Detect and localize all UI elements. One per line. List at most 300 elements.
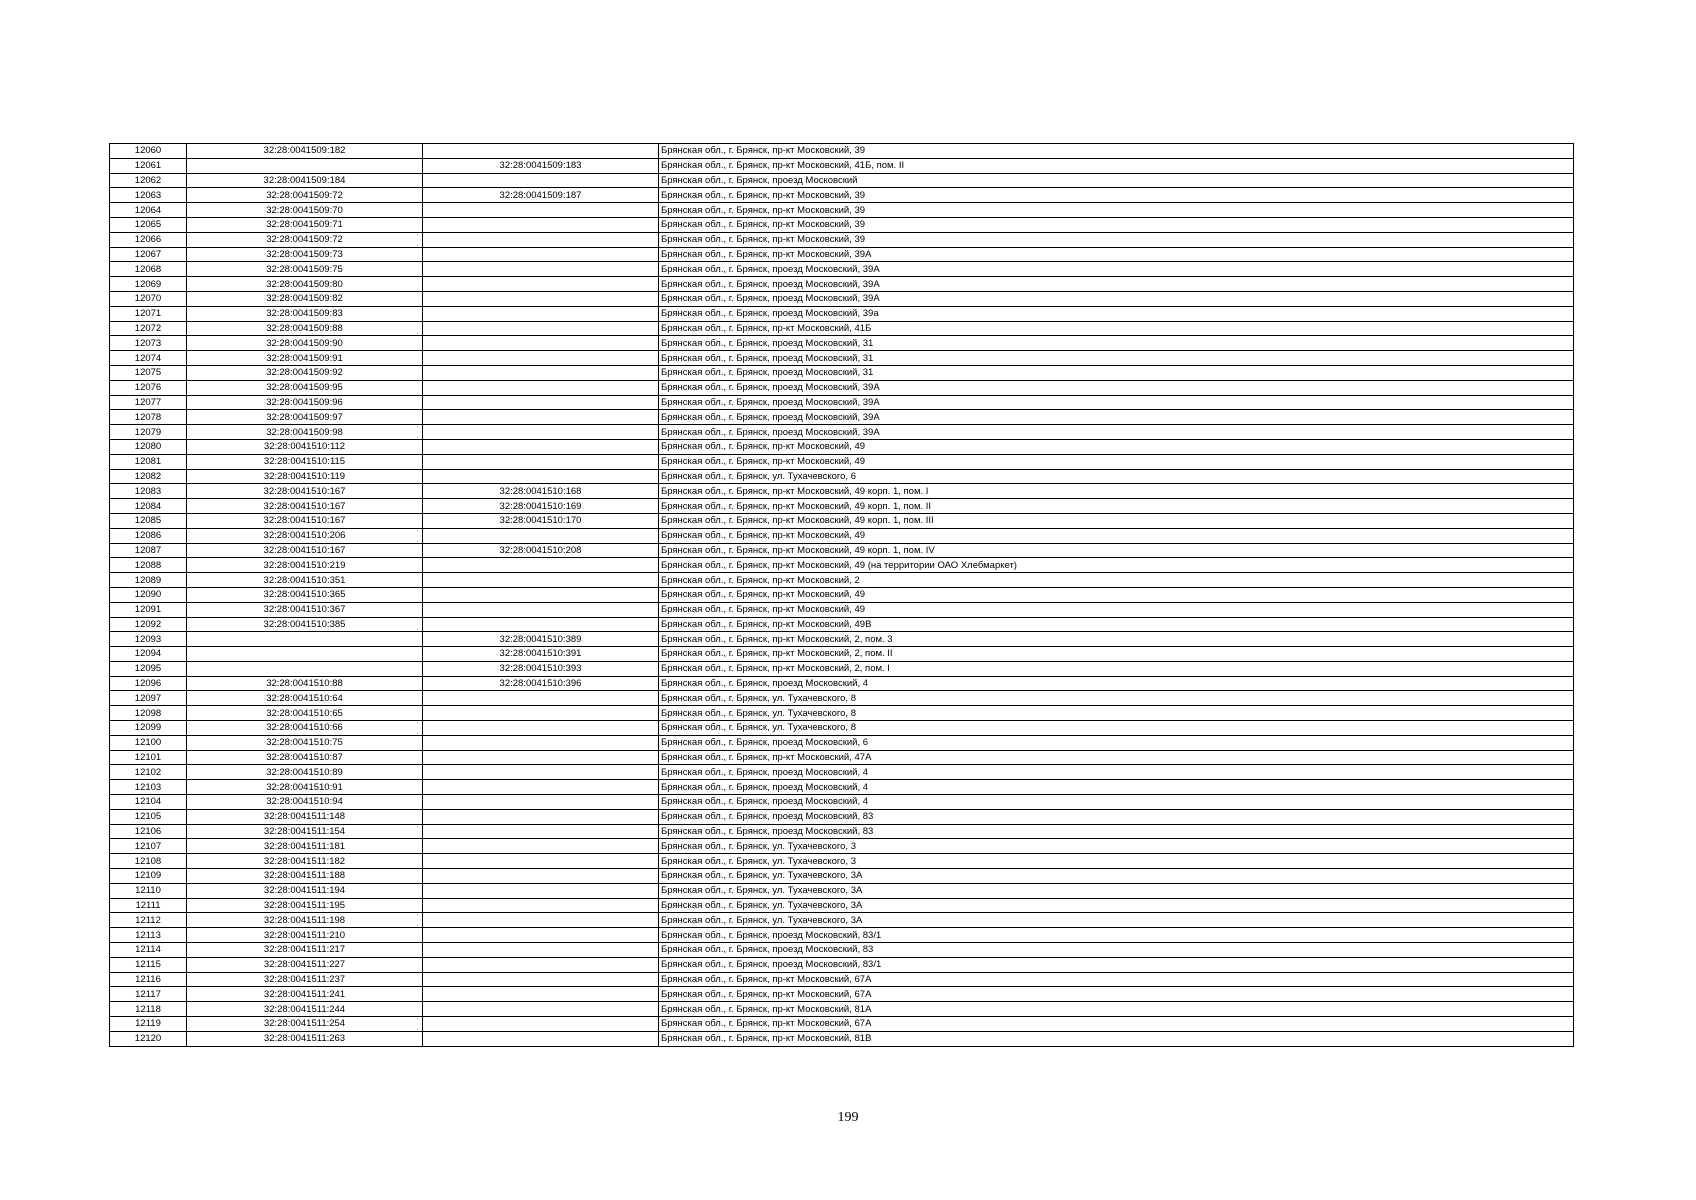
row-number-cell: 12079 — [110, 425, 187, 440]
parcel-number-cell: 32:28:0041509:82 — [187, 291, 423, 306]
parcel-number-cell: 32:28:0041510:75 — [187, 735, 423, 750]
row-number-cell: 12092 — [110, 617, 187, 632]
row-number-cell: 12095 — [110, 661, 187, 676]
row-number-cell: 12102 — [110, 765, 187, 780]
object-number-cell — [423, 173, 659, 188]
parcel-number-cell: 32:28:0041510:167 — [187, 543, 423, 558]
row-number-cell: 12107 — [110, 839, 187, 854]
object-number-cell — [423, 1017, 659, 1032]
table-row — [110, 809, 1574, 824]
object-number-cell — [423, 883, 659, 898]
table-row — [110, 365, 1574, 380]
table-row — [110, 691, 1574, 706]
address-cell: Брянская обл., г. Брянск, ул. Тухачевского, 3 — [659, 839, 1574, 854]
parcel-number-cell: 32:28:0041510:167 — [187, 499, 423, 514]
object-number-cell — [423, 765, 659, 780]
row-number-cell: 12109 — [110, 869, 187, 884]
row-number-cell: 12111 — [110, 898, 187, 913]
address-cell: Брянская обл., г. Брянск, пр-кт Московский, 39А — [659, 247, 1574, 262]
table-row — [110, 839, 1574, 854]
object-number-cell — [423, 262, 659, 277]
row-number-cell: 12067 — [110, 247, 187, 262]
parcel-number-cell: 32:28:0041509:97 — [187, 410, 423, 425]
object-number-cell — [423, 706, 659, 721]
object-number-cell — [423, 943, 659, 958]
address-cell: Брянская обл., г. Брянск, ул. Тухачевского, 3А — [659, 913, 1574, 928]
address-cell: Брянская обл., г. Брянск, проезд Московский, 31 — [659, 336, 1574, 351]
parcel-number-cell: 32:28:0041510:115 — [187, 454, 423, 469]
table-row — [110, 987, 1574, 1002]
table-row — [110, 943, 1574, 958]
address-cell: Брянская обл., г. Брянск, пр-кт Московский, 2 — [659, 573, 1574, 588]
object-number-cell — [423, 750, 659, 765]
address-cell: Брянская обл., г. Брянск, пр-кт Московский, 81А — [659, 1002, 1574, 1017]
parcel-number-cell: 32:28:0041511:154 — [187, 824, 423, 839]
parcel-number-cell: 32:28:0041511:195 — [187, 898, 423, 913]
object-number-cell — [423, 824, 659, 839]
object-number-cell — [423, 528, 659, 543]
address-cell: Брянская обл., г. Брянск, пр-кт Московский, 47А — [659, 750, 1574, 765]
parcel-number-cell: 32:28:0041511:148 — [187, 809, 423, 824]
parcel-number-cell: 32:28:0041510:119 — [187, 469, 423, 484]
table-row — [110, 543, 1574, 558]
address-cell: Брянская обл., г. Брянск, проезд Московский, 83 — [659, 809, 1574, 824]
table-row — [110, 158, 1574, 173]
parcel-number-cell: 32:28:0041510:87 — [187, 750, 423, 765]
table-row — [110, 1017, 1574, 1032]
parcel-number-cell: 32:28:0041511:182 — [187, 854, 423, 869]
row-number-cell: 12080 — [110, 439, 187, 454]
table-row — [110, 735, 1574, 750]
address-cell: Брянская обл., г. Брянск, проезд Московский, 39А — [659, 425, 1574, 440]
object-number-cell — [423, 454, 659, 469]
object-number-cell — [423, 203, 659, 218]
address-cell: Брянская обл., г. Брянск, пр-кт Московский, 49 — [659, 587, 1574, 602]
address-cell: Брянская обл., г. Брянск, пр-кт Московский, 49 корп. 1, пом. I — [659, 484, 1574, 499]
address-cell: Брянская обл., г. Брянск, проезд Московский, 83 — [659, 824, 1574, 839]
row-number-cell: 12071 — [110, 306, 187, 321]
address-cell: Брянская обл., г. Брянск, проезд Московский, 6 — [659, 735, 1574, 750]
object-number-cell — [423, 306, 659, 321]
row-number-cell: 12094 — [110, 647, 187, 662]
table-row — [110, 321, 1574, 336]
object-number-cell — [423, 972, 659, 987]
object-number-cell: 32:28:0041510:168 — [423, 484, 659, 499]
object-number-cell: 32:28:0041510:208 — [423, 543, 659, 558]
address-cell: Брянская обл., г. Брянск, пр-кт Московский, 41Б, пом. II — [659, 158, 1574, 173]
row-number-cell: 12077 — [110, 395, 187, 410]
parcel-number-cell: 32:28:0041510:112 — [187, 439, 423, 454]
table-row — [110, 513, 1574, 528]
object-number-cell: 32:28:0041510:396 — [423, 676, 659, 691]
parcel-number-cell: 32:28:0041510:65 — [187, 706, 423, 721]
table-row — [110, 780, 1574, 795]
address-cell: Брянская обл., г. Брянск, ул. Тухачевского, 3А — [659, 869, 1574, 884]
row-number-cell: 12086 — [110, 528, 187, 543]
address-cell: Брянская обл., г. Брянск, проезд Московский, 39А — [659, 291, 1574, 306]
address-cell: Брянская обл., г. Брянск, проезд Московский, 31 — [659, 351, 1574, 366]
address-cell: Брянская обл., г. Брянск, пр-кт Московский, 39 — [659, 232, 1574, 247]
row-number-cell: 12060 — [110, 144, 187, 159]
object-number-cell — [423, 277, 659, 292]
row-number-cell: 12081 — [110, 454, 187, 469]
table-row — [110, 439, 1574, 454]
table-row — [110, 247, 1574, 262]
object-number-cell — [423, 780, 659, 795]
table-row — [110, 232, 1574, 247]
address-cell: Брянская обл., г. Брянск, пр-кт Московский, 2, пом. I — [659, 661, 1574, 676]
object-number-cell — [423, 247, 659, 262]
row-number-cell: 12076 — [110, 380, 187, 395]
parcel-number-cell: 32:28:0041511:198 — [187, 913, 423, 928]
row-number-cell: 12075 — [110, 365, 187, 380]
row-number-cell: 12119 — [110, 1017, 187, 1032]
object-number-cell: 32:28:0041509:187 — [423, 188, 659, 203]
address-cell: Брянская обл., г. Брянск, проезд Московский, 39А — [659, 380, 1574, 395]
object-number-cell — [423, 869, 659, 884]
object-number-cell — [423, 469, 659, 484]
row-number-cell: 12082 — [110, 469, 187, 484]
table-row — [110, 824, 1574, 839]
table-row — [110, 203, 1574, 218]
object-number-cell — [423, 439, 659, 454]
table-row — [110, 395, 1574, 410]
row-number-cell: 12065 — [110, 217, 187, 232]
table-row — [110, 306, 1574, 321]
address-cell: Брянская обл., г. Брянск, проезд Московский, 39А — [659, 410, 1574, 425]
row-number-cell: 12120 — [110, 1031, 187, 1046]
address-cell: Брянская обл., г. Брянск, проезд Московский, 39А — [659, 262, 1574, 277]
address-cell: Брянская обл., г. Брянск, ул. Тухачевского, 3А — [659, 883, 1574, 898]
parcel-number-cell: 32:28:0041509:98 — [187, 425, 423, 440]
row-number-cell: 12070 — [110, 291, 187, 306]
address-cell: Брянская обл., г. Брянск, пр-кт Московский, 2, пом. 3 — [659, 632, 1574, 647]
table-row — [110, 602, 1574, 617]
row-number-cell: 12078 — [110, 410, 187, 425]
address-cell: Брянская обл., г. Брянск, пр-кт Московский, 39 — [659, 188, 1574, 203]
row-number-cell: 12093 — [110, 632, 187, 647]
address-cell: Брянская обл., г. Брянск, пр-кт Московский, 49 (на территории ОАО Хлебмаркет) — [659, 558, 1574, 573]
address-cell: Брянская обл., г. Брянск, проезд Московский, 31 — [659, 365, 1574, 380]
parcel-number-cell: 32:28:0041509:96 — [187, 395, 423, 410]
parcel-number-cell: 32:28:0041510:167 — [187, 513, 423, 528]
address-cell: Брянская обл., г. Брянск, пр-кт Московский, 2, пом. II — [659, 647, 1574, 662]
object-number-cell — [423, 839, 659, 854]
table-body — [110, 144, 1574, 1047]
table-row — [110, 469, 1574, 484]
row-number-cell: 12061 — [110, 158, 187, 173]
address-cell: Брянская обл., г. Брянск, пр-кт Московский, 39 — [659, 203, 1574, 218]
cadastral-table — [109, 143, 1574, 1047]
object-number-cell — [423, 321, 659, 336]
address-cell: Брянская обл., г. Брянск, ул. Тухачевского, 8 — [659, 721, 1574, 736]
parcel-number-cell: 32:28:0041509:80 — [187, 277, 423, 292]
object-number-cell — [423, 351, 659, 366]
object-number-cell — [423, 587, 659, 602]
table-row — [110, 632, 1574, 647]
table-row — [110, 898, 1574, 913]
table-row — [110, 617, 1574, 632]
object-number-cell — [423, 898, 659, 913]
address-cell: Брянская обл., г. Брянск, пр-кт Московский, 67А — [659, 987, 1574, 1002]
parcel-number-cell: 32:28:0041510:365 — [187, 587, 423, 602]
row-number-cell: 12117 — [110, 987, 187, 1002]
row-number-cell: 12066 — [110, 232, 187, 247]
object-number-cell — [423, 144, 659, 159]
row-number-cell: 12108 — [110, 854, 187, 869]
parcel-number-cell: 32:28:0041509:73 — [187, 247, 423, 262]
table-row — [110, 765, 1574, 780]
parcel-number-cell: 32:28:0041509:72 — [187, 188, 423, 203]
row-number-cell: 12116 — [110, 972, 187, 987]
object-number-cell — [423, 602, 659, 617]
object-number-cell — [423, 735, 659, 750]
parcel-number-cell: 32:28:0041511:244 — [187, 1002, 423, 1017]
object-number-cell — [423, 1002, 659, 1017]
address-cell: Брянская обл., г. Брянск, проезд Московский, 39А — [659, 277, 1574, 292]
address-cell: Брянская обл., г. Брянск, пр-кт Московский, 49 — [659, 602, 1574, 617]
parcel-number-cell: 32:28:0041511:254 — [187, 1017, 423, 1032]
address-cell: Брянская обл., г. Брянск, ул. Тухачевского, 8 — [659, 706, 1574, 721]
row-number-cell: 12099 — [110, 721, 187, 736]
parcel-number-cell: 32:28:0041509:91 — [187, 351, 423, 366]
table-row — [110, 1002, 1574, 1017]
table-row — [110, 573, 1574, 588]
table-row — [110, 528, 1574, 543]
address-cell: Брянская обл., г. Брянск, проезд Московский, 83/1 — [659, 957, 1574, 972]
address-cell: Брянская обл., г. Брянск, пр-кт Московский, 49 корп. 1, пом. IV — [659, 543, 1574, 558]
table-row — [110, 957, 1574, 972]
address-cell: Брянская обл., г. Брянск, ул. Тухачевского, 8 — [659, 691, 1574, 706]
table-row — [110, 721, 1574, 736]
table-row — [110, 336, 1574, 351]
parcel-number-cell: 32:28:0041509:75 — [187, 262, 423, 277]
row-number-cell: 12068 — [110, 262, 187, 277]
object-number-cell — [423, 232, 659, 247]
object-number-cell — [423, 425, 659, 440]
table-row — [110, 262, 1574, 277]
address-cell: Брянская обл., г. Брянск, проезд Московский, 4 — [659, 676, 1574, 691]
parcel-number-cell — [187, 647, 423, 662]
object-number-cell: 32:28:0041510:170 — [423, 513, 659, 528]
address-cell: Брянская обл., г. Брянск, проезд Московский, 4 — [659, 795, 1574, 810]
table-row — [110, 380, 1574, 395]
table-row — [110, 173, 1574, 188]
address-cell: Брянская обл., г. Брянск, пр-кт Московский, 39 — [659, 217, 1574, 232]
table-row — [110, 913, 1574, 928]
object-number-cell — [423, 365, 659, 380]
table-row — [110, 883, 1574, 898]
parcel-number-cell: 32:28:0041510:385 — [187, 617, 423, 632]
row-number-cell: 12074 — [110, 351, 187, 366]
parcel-number-cell: 32:28:0041510:89 — [187, 765, 423, 780]
address-cell: Брянская обл., г. Брянск, пр-кт Московский, 39 — [659, 144, 1574, 159]
row-number-cell: 12087 — [110, 543, 187, 558]
address-cell: Брянская обл., г. Брянск, пр-кт Московский, 49 корп. 1, пом. III — [659, 513, 1574, 528]
object-number-cell — [423, 558, 659, 573]
row-number-cell: 12084 — [110, 499, 187, 514]
parcel-number-cell: 32:28:0041510:206 — [187, 528, 423, 543]
parcel-number-cell: 32:28:0041509:184 — [187, 173, 423, 188]
parcel-number-cell: 32:28:0041509:71 — [187, 217, 423, 232]
row-number-cell: 12115 — [110, 957, 187, 972]
row-number-cell: 12089 — [110, 573, 187, 588]
address-cell: Брянская обл., г. Брянск, проезд Московский, 83 — [659, 943, 1574, 958]
page-number: 199 — [837, 1110, 859, 1125]
parcel-number-cell: 32:28:0041511:237 — [187, 972, 423, 987]
parcel-number-cell: 32:28:0041510:219 — [187, 558, 423, 573]
object-number-cell: 32:28:0041510:169 — [423, 499, 659, 514]
parcel-number-cell: 32:28:0041511:217 — [187, 943, 423, 958]
parcel-number-cell: 32:28:0041509:95 — [187, 380, 423, 395]
table-row — [110, 706, 1574, 721]
address-cell: Брянская обл., г. Брянск, ул. Тухачевского, 6 — [659, 469, 1574, 484]
object-number-cell — [423, 691, 659, 706]
object-number-cell — [423, 795, 659, 810]
table-row — [110, 188, 1574, 203]
object-number-cell — [423, 217, 659, 232]
row-number-cell: 12103 — [110, 780, 187, 795]
row-number-cell: 12114 — [110, 943, 187, 958]
address-cell: Брянская обл., г. Брянск, проезд Московский, 4 — [659, 765, 1574, 780]
object-number-cell — [423, 395, 659, 410]
object-number-cell — [423, 1031, 659, 1046]
object-number-cell — [423, 573, 659, 588]
object-number-cell — [423, 380, 659, 395]
row-number-cell: 12064 — [110, 203, 187, 218]
address-cell: Брянская обл., г. Брянск, пр-кт Московский, 49 — [659, 439, 1574, 454]
parcel-number-cell: 32:28:0041510:88 — [187, 676, 423, 691]
parcel-number-cell: 32:28:0041511:188 — [187, 869, 423, 884]
parcel-number-cell: 32:28:0041509:83 — [187, 306, 423, 321]
parcel-number-cell — [187, 661, 423, 676]
table-row — [110, 928, 1574, 943]
parcel-number-cell: 32:28:0041511:241 — [187, 987, 423, 1002]
row-number-cell: 12112 — [110, 913, 187, 928]
row-number-cell: 12105 — [110, 809, 187, 824]
parcel-number-cell: 32:28:0041509:72 — [187, 232, 423, 247]
row-number-cell: 12073 — [110, 336, 187, 351]
address-cell: Брянская обл., г. Брянск, ул. Тухачевского, 3А — [659, 898, 1574, 913]
object-number-cell — [423, 987, 659, 1002]
parcel-number-cell: 32:28:0041511:210 — [187, 928, 423, 943]
address-cell: Брянская обл., г. Брянск, ул. Тухачевского, 3 — [659, 854, 1574, 869]
table-row — [110, 869, 1574, 884]
parcel-number-cell: 32:28:0041510:94 — [187, 795, 423, 810]
address-cell: Брянская обл., г. Брянск, пр-кт Московский, 81В — [659, 1031, 1574, 1046]
row-number-cell: 12088 — [110, 558, 187, 573]
row-number-cell: 12097 — [110, 691, 187, 706]
parcel-number-cell: 32:28:0041510:167 — [187, 484, 423, 499]
table-row — [110, 558, 1574, 573]
parcel-number-cell: 32:28:0041510:351 — [187, 573, 423, 588]
object-number-cell — [423, 291, 659, 306]
object-number-cell: 32:28:0041510:389 — [423, 632, 659, 647]
parcel-number-cell: 32:28:0041511:263 — [187, 1031, 423, 1046]
object-number-cell — [423, 928, 659, 943]
table-row — [110, 217, 1574, 232]
object-number-cell: 32:28:0041509:183 — [423, 158, 659, 173]
table-row — [110, 795, 1574, 810]
row-number-cell: 12110 — [110, 883, 187, 898]
row-number-cell: 12101 — [110, 750, 187, 765]
row-number-cell: 12085 — [110, 513, 187, 528]
row-number-cell: 12072 — [110, 321, 187, 336]
row-number-cell: 12096 — [110, 676, 187, 691]
parcel-number-cell — [187, 632, 423, 647]
row-number-cell: 12083 — [110, 484, 187, 499]
row-number-cell: 12118 — [110, 1002, 187, 1017]
parcel-number-cell: 32:28:0041510:367 — [187, 602, 423, 617]
address-cell: Брянская обл., г. Брянск, проезд Московский — [659, 173, 1574, 188]
object-number-cell — [423, 913, 659, 928]
row-number-cell: 12069 — [110, 277, 187, 292]
table-row — [110, 425, 1574, 440]
parcel-number-cell: 32:28:0041509:88 — [187, 321, 423, 336]
address-cell: Брянская обл., г. Брянск, проезд Московский, 83/1 — [659, 928, 1574, 943]
parcel-number-cell: 32:28:0041509:90 — [187, 336, 423, 351]
parcel-number-cell — [187, 158, 423, 173]
object-number-cell — [423, 854, 659, 869]
table-row — [110, 144, 1574, 159]
parcel-number-cell: 32:28:0041511:181 — [187, 839, 423, 854]
table-row — [110, 410, 1574, 425]
parcel-number-cell: 32:28:0041510:66 — [187, 721, 423, 736]
row-number-cell: 12106 — [110, 824, 187, 839]
row-number-cell: 12113 — [110, 928, 187, 943]
object-number-cell — [423, 410, 659, 425]
row-number-cell: 12091 — [110, 602, 187, 617]
address-cell: Брянская обл., г. Брянск, проезд Московский, 39а — [659, 306, 1574, 321]
row-number-cell: 12100 — [110, 735, 187, 750]
address-cell: Брянская обл., г. Брянск, проезд Московский, 39А — [659, 395, 1574, 410]
table-row — [110, 661, 1574, 676]
table-row — [110, 291, 1574, 306]
table-row — [110, 499, 1574, 514]
table-row — [110, 647, 1574, 662]
parcel-number-cell: 32:28:0041509:182 — [187, 144, 423, 159]
object-number-cell — [423, 957, 659, 972]
object-number-cell — [423, 336, 659, 351]
address-cell: Брянская обл., г. Брянск, проезд Московский, 4 — [659, 780, 1574, 795]
row-number-cell: 12062 — [110, 173, 187, 188]
address-cell: Брянская обл., г. Брянск, пр-кт Московский, 49 корп. 1, пом. II — [659, 499, 1574, 514]
address-cell: Брянская обл., г. Брянск, пр-кт Московский, 49В — [659, 617, 1574, 632]
object-number-cell: 32:28:0041510:393 — [423, 661, 659, 676]
row-number-cell: 12063 — [110, 188, 187, 203]
object-number-cell — [423, 721, 659, 736]
object-number-cell — [423, 809, 659, 824]
object-number-cell: 32:28:0041510:391 — [423, 647, 659, 662]
table-row — [110, 454, 1574, 469]
parcel-number-cell: 32:28:0041510:64 — [187, 691, 423, 706]
table-row — [110, 277, 1574, 292]
parcel-number-cell: 32:28:0041511:194 — [187, 883, 423, 898]
parcel-number-cell: 32:28:0041511:227 — [187, 957, 423, 972]
address-cell: Брянская обл., г. Брянск, пр-кт Московский, 49 — [659, 454, 1574, 469]
table-row — [110, 484, 1574, 499]
table-row — [110, 587, 1574, 602]
address-cell: Брянская обл., г. Брянск, пр-кт Московский, 49 — [659, 528, 1574, 543]
address-cell: Брянская обл., г. Брянск, пр-кт Московский, 67А — [659, 972, 1574, 987]
table-row — [110, 676, 1574, 691]
address-cell: Брянская обл., г. Брянск, пр-кт Московский, 67А — [659, 1017, 1574, 1032]
object-number-cell — [423, 617, 659, 632]
table-row — [110, 750, 1574, 765]
table-row — [110, 1031, 1574, 1046]
table-row — [110, 854, 1574, 869]
address-cell: Брянская обл., г. Брянск, пр-кт Московский, 41Б — [659, 321, 1574, 336]
